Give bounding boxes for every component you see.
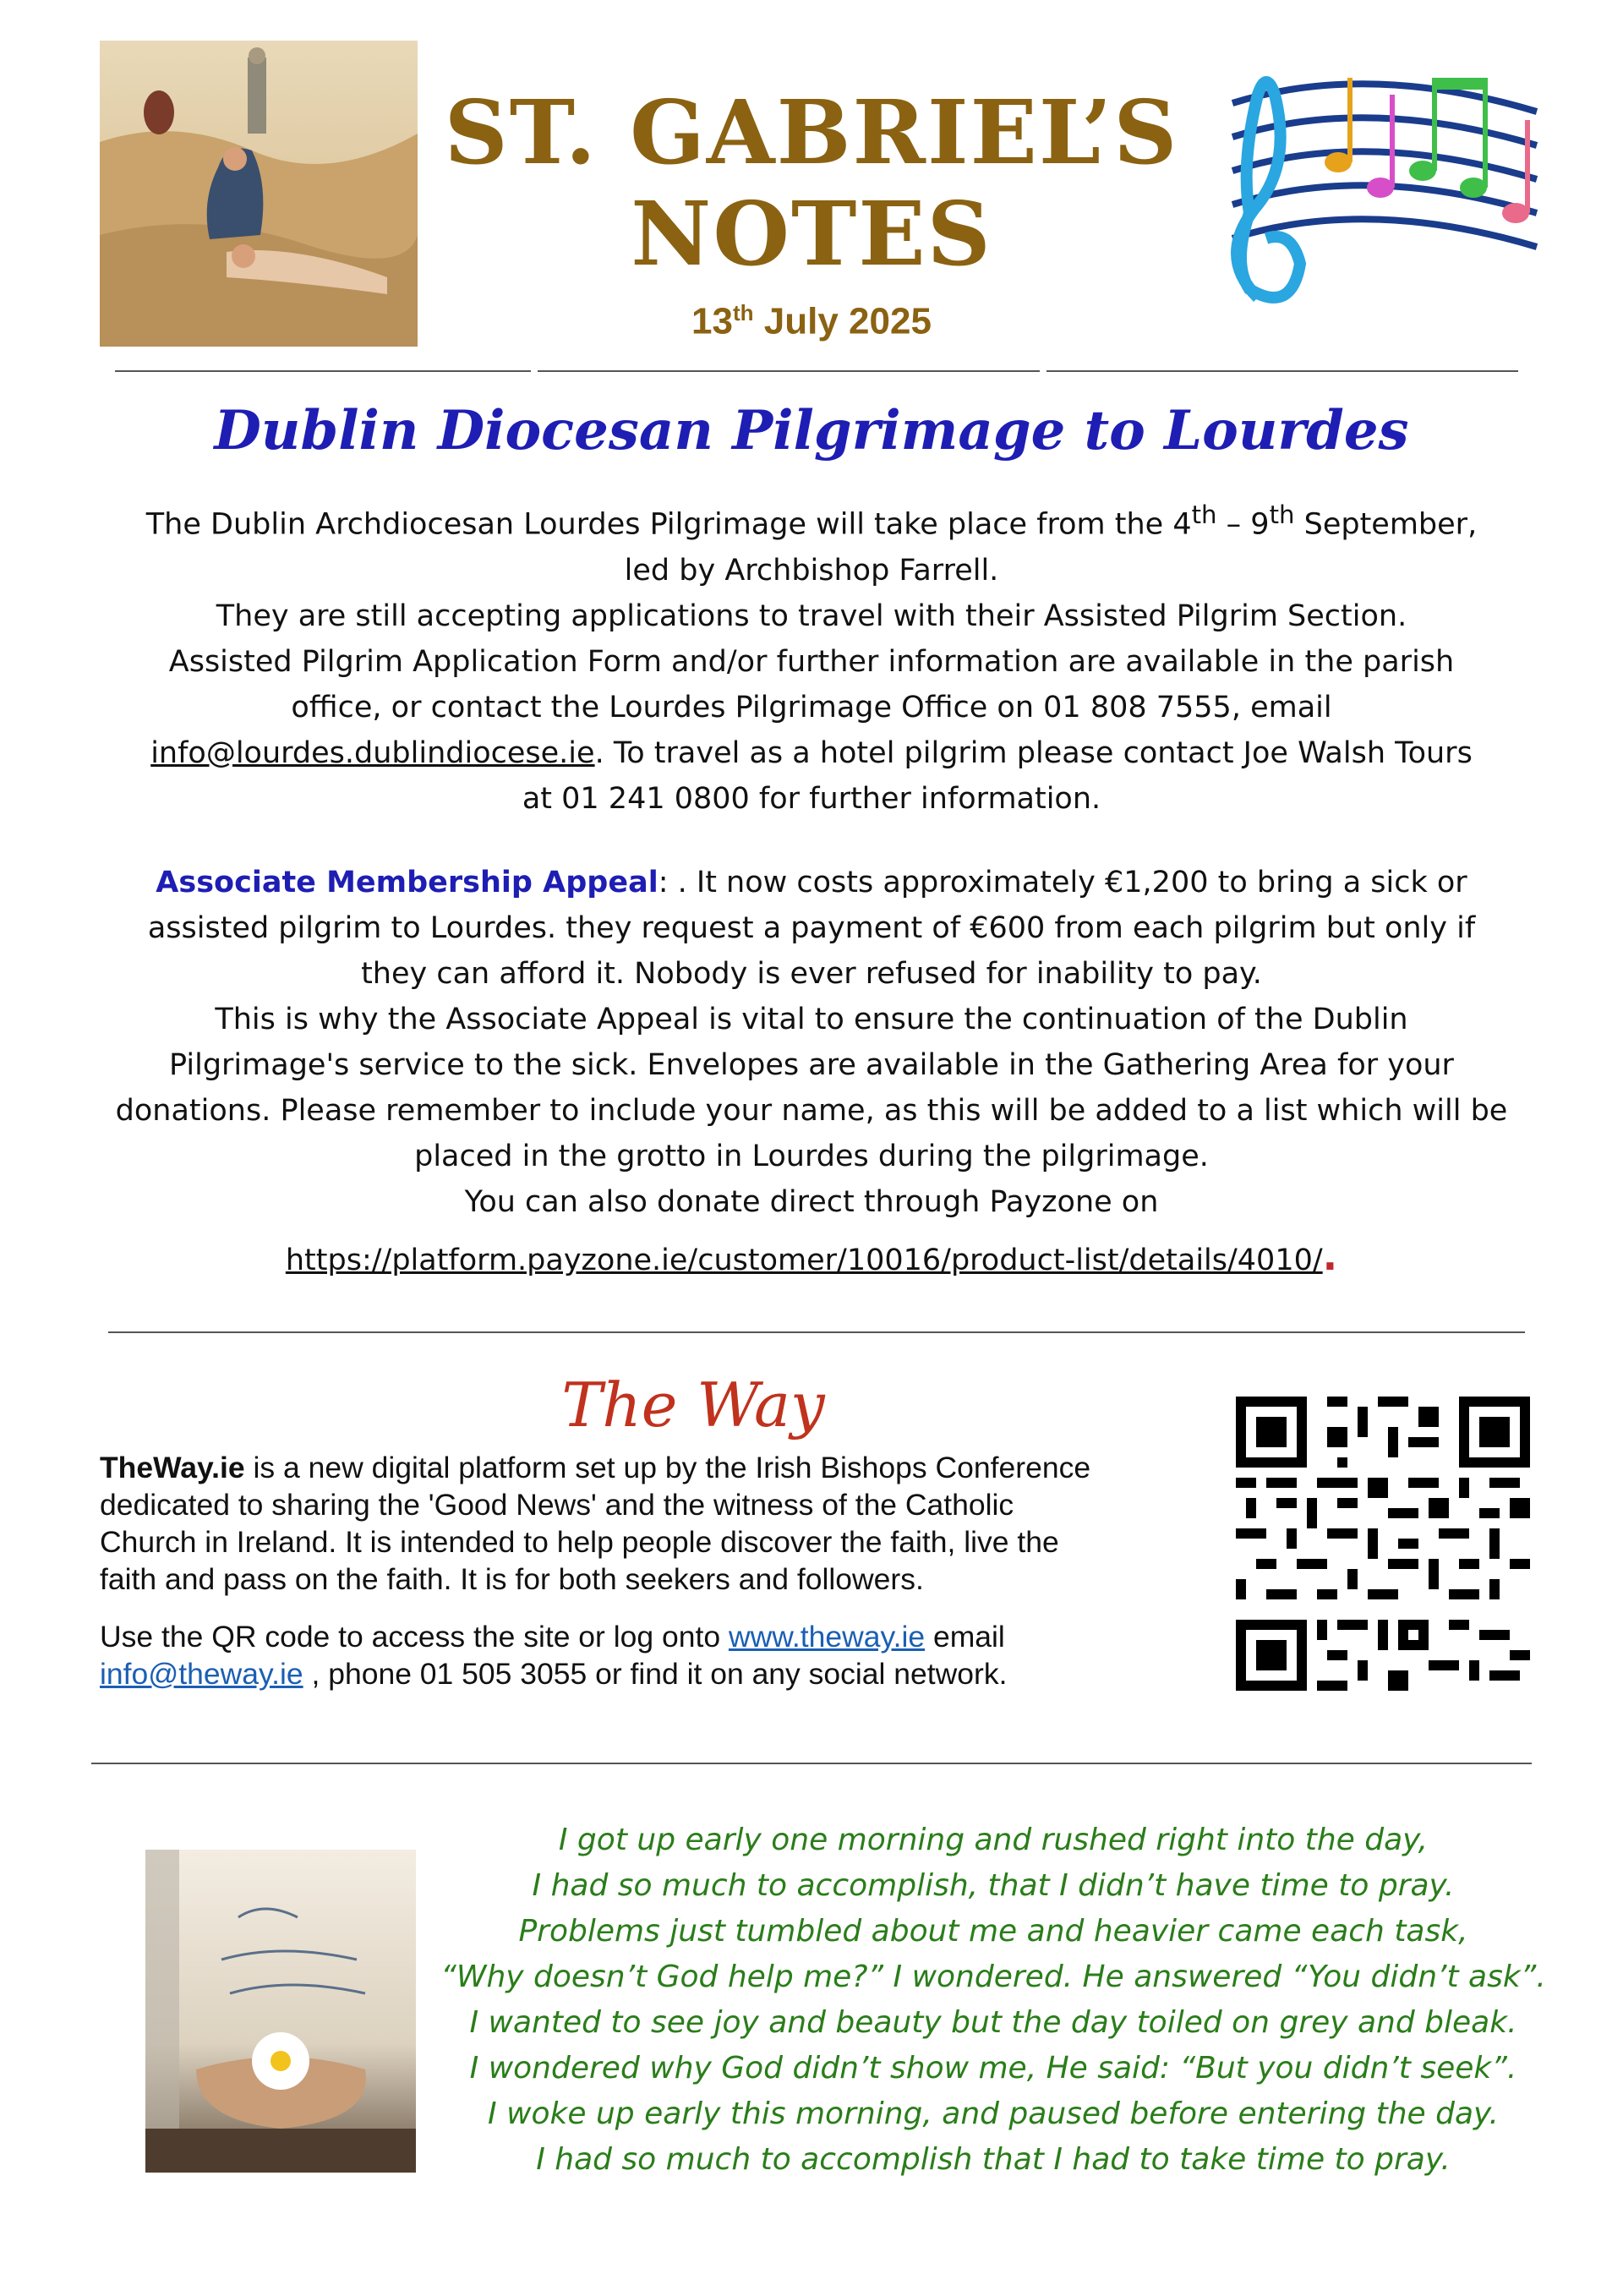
- lourdes-text: – 9: [1216, 507, 1270, 542]
- poem-line: I had so much to accomplish, that I didn’t have time to pray.: [532, 1868, 1455, 1903]
- theway-website-link[interactable]: www.theway.ie: [728, 1620, 926, 1654]
- appeal-text: : . It now costs approximately €1,200 to bring a sick or: [658, 866, 1467, 899]
- lourdes-line: at 01 241 0800 for further information.: [522, 781, 1101, 816]
- appeal-label: Associate Membership Appeal: [156, 866, 658, 899]
- good-samaritan-painting-icon: [100, 41, 418, 347]
- the-way-text: Use the QR code to access the site or log onto: [100, 1620, 729, 1654]
- theway-brand: TheWay.ie: [100, 1451, 245, 1484]
- ordinal-suffix: th: [1269, 500, 1295, 529]
- poem-line: I wanted to see joy and beauty but the day toiled on grey and bleak.: [469, 2005, 1517, 2040]
- appeal-line: assisted pilgrim to Lourdes. they request a payment of €600 from each pilgrim but only if: [147, 911, 1476, 945]
- issue-date-rest: July 2025: [763, 300, 932, 342]
- section-divider: [108, 1331, 1525, 1333]
- lourdes-email-link[interactable]: info@lourdes.dublindiocese.ie: [150, 735, 595, 770]
- section-divider: [91, 1763, 1532, 1764]
- lourdes-line: led by Archbishop Farrell.: [624, 553, 999, 588]
- lourdes-text: . To travel as a hotel pilgrim please contact Joe Walsh Tours: [594, 735, 1473, 770]
- lourdes-line: Assisted Pilgrim Application Form and/or further information are available in the parish: [168, 644, 1455, 679]
- poem-line: Problems just tumbled about me and heavier came each task,: [518, 1914, 1468, 1949]
- appeal-body: [85, 860, 1538, 1283]
- lourdes-text: September,: [1294, 507, 1478, 542]
- header-divider: [115, 370, 531, 372]
- lourdes-line: office, or contact the Lourdes Pilgrimage Office on 01 808 7555, email: [291, 690, 1332, 724]
- lourdes-line: [85, 492, 1538, 548]
- payzone-link[interactable]: https://platform.payzone.ie/customer/10016/product-list/details/4010/: [285, 1244, 1323, 1277]
- lourdes-text: The Dublin Archdiocesan Lourdes Pilgrimage will take place from the 4: [145, 507, 1192, 542]
- lourdes-line: They are still accepting applications to travel with their Assisted Pilgrim Section.: [216, 599, 1407, 633]
- the-way-heading: The Way: [561, 1369, 825, 1440]
- appeal-line: You can also donate direct through Payzone on: [464, 1185, 1159, 1219]
- lourdes-line: [85, 730, 1538, 776]
- appeal-line: This is why the Associate Appeal is vital to ensure the continuation of the Dublin: [215, 1003, 1408, 1036]
- ordinal-suffix: th: [1191, 500, 1217, 529]
- prayer-poem: [431, 1818, 1555, 2183]
- lourdes-body: [85, 492, 1538, 822]
- end-mark: .: [1322, 1233, 1338, 1279]
- header-divider: [1046, 370, 1518, 372]
- newsletter-title: ST. GABRIEL’S: [444, 80, 1179, 184]
- newsletter-title-line2: NOTES: [631, 182, 992, 286]
- appeal-line: [85, 860, 1538, 905]
- appeal-line: they can afford it. Nobody is ever refused for inability to pay.: [361, 957, 1262, 991]
- the-way-line: dedicated to sharing the 'Good News' and the witness of the Catholic: [100, 1488, 1014, 1522]
- poem-line: I got up early one morning and rushed right into the day,: [558, 1823, 1429, 1857]
- the-way-line: faith and pass on the faith. It is for both seekers and followers.: [100, 1562, 924, 1596]
- appeal-line: Pilgrimage's service to the sick. Envelopes are available in the Gathering Area for your: [169, 1048, 1454, 1082]
- the-way-text: is a new digital platform set up by the Irish Bishops Conference: [244, 1451, 1091, 1484]
- the-way-line: Church in Ireland. It is intended to help people discover the faith, live the: [100, 1525, 1059, 1559]
- issue-date: [423, 300, 1200, 343]
- poem-line: I woke up early this morning, and paused before entering the day.: [488, 2096, 1499, 2131]
- appeal-line: [85, 1233, 1538, 1283]
- theway-email-link[interactable]: info@theway.ie: [100, 1657, 303, 1691]
- poem-line: “Why doesn’t God help me?” I wondered. He answered “You didn’t ask”.: [440, 1960, 1546, 1994]
- appeal-line: placed in the grotto in Lourdes during the pilgrimage.: [414, 1140, 1209, 1173]
- the-way-line: [100, 1449, 1199, 1486]
- appeal-line: donations. Please remember to include your name, as this will be added to a list which will be: [115, 1094, 1508, 1128]
- qr-code-icon[interactable]: [1236, 1397, 1530, 1691]
- poem-line: I wondered why God didn’t show me, He said: “But you didn’t seek”.: [469, 2051, 1517, 2086]
- the-way-text: , phone 01 505 3055 or find it on any social network.: [303, 1657, 1008, 1691]
- the-way-text: email: [925, 1620, 1005, 1654]
- lourdes-heading: Dublin Diocesan Pilgrimage to Lourdes: [214, 399, 1409, 462]
- poem-line: I had so much to accomplish that I had to take time to pray.: [536, 2142, 1451, 2177]
- issue-date-day: 13: [691, 300, 733, 342]
- header-divider: [538, 370, 1040, 372]
- the-way-body: [100, 1449, 1199, 1692]
- the-way-contact: [100, 1618, 1199, 1692]
- prayer-book-cover-icon: [145, 1850, 416, 2173]
- music-notes-icon: [1199, 44, 1545, 340]
- issue-date-suffix: th: [733, 300, 754, 325]
